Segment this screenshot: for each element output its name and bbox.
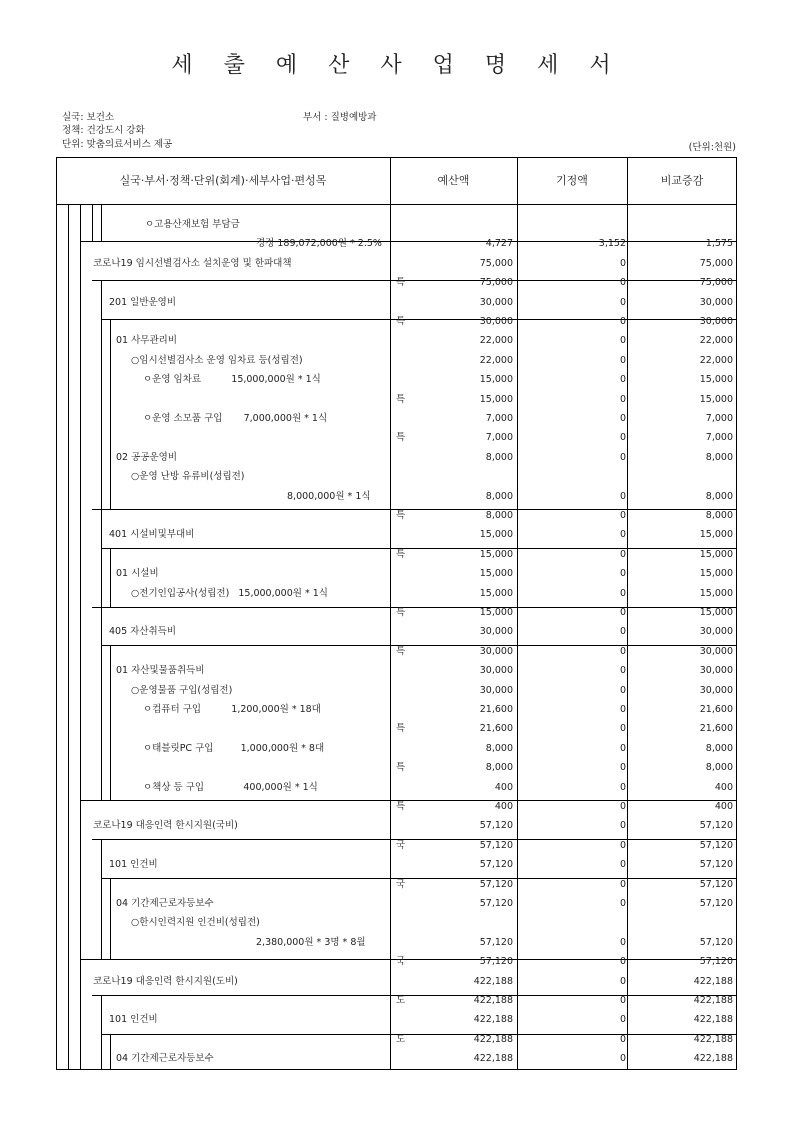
table-row [0,215,794,234]
budget-amount: 57,120 [479,859,513,871]
previous-amount: 0 [619,548,626,560]
difference-amount: 30,000 [699,626,733,638]
difference-amount: 30,000 [699,665,733,677]
table-row [0,467,794,486]
item-text: 405 자산취득비 [109,626,177,638]
difference-amount: 8,000 [705,742,733,754]
header-item-column: 실국·부서·정책·단위(회계)·세부사업·편성목 [119,174,327,187]
previous-amount: 0 [619,510,626,521]
budget-amount: 8,000 [485,451,513,463]
item-text: ○임시선별검사소 운영 임차료 등(성립전) [131,354,303,366]
department-label: 부서 : 질병예방과 [303,112,377,123]
difference-amount: 1,575 [705,238,733,250]
budget-amount: 57,120 [479,898,513,909]
table-row [0,778,794,797]
fund-code: 특 [396,645,406,657]
previous-amount: 0 [619,568,626,580]
budget-amount: 15,000 [479,548,513,560]
previous-amount: 0 [619,257,626,269]
previous-amount: 0 [619,956,626,968]
item-text: 01 자산및물품취득비 [116,665,205,677]
table-row [0,234,794,253]
previous-amount: 0 [619,742,626,754]
previous-amount: 0 [619,413,626,424]
previous-amount: 0 [619,762,626,774]
fund-code: 특 [396,277,406,289]
fund-code: 국 [396,956,406,968]
previous-amount: 0 [619,898,626,909]
difference-amount: 75,000 [699,277,733,289]
budget-amount: 15,000 [479,568,513,580]
previous-amount: 0 [619,878,626,890]
previous-amount: 0 [619,1033,626,1045]
previous-amount: 0 [619,451,626,463]
difference-amount: 57,120 [699,936,733,948]
item-text: 01 사무관리비 [116,335,177,347]
previous-amount: 0 [619,296,626,308]
difference-amount: 30,000 [699,645,733,657]
previous-amount: 0 [619,432,626,444]
previous-amount: 0 [619,1014,626,1026]
difference-amount: 21,600 [699,704,733,715]
item-text: ㅇ태블릿PC 구입 1,000,000원 * 8대 [143,742,325,754]
table-row [0,642,794,661]
item-text: ㅇ책상 등 구입 400,000원 * 1식 [143,781,318,793]
previous-amount: 0 [619,1053,626,1065]
table-row [0,584,794,603]
previous-amount: 3,152 [598,238,626,250]
budget-amount: 422,188 [473,1014,513,1026]
item-text: 코로나19 임시선별검사소 설치운영 및 한파대책 [93,257,292,269]
difference-amount: 57,120 [699,956,733,968]
budget-amount: 30,000 [479,684,513,696]
previous-amount: 0 [619,316,626,327]
previous-amount: 0 [619,781,626,793]
difference-amount: 15,000 [699,568,733,580]
item-text: 401 시설비및부대비 [109,529,195,541]
budget-amount: 15,000 [479,607,513,618]
item-text: ㅇ컴퓨터 구입 1,200,000원 * 18대 [143,704,321,715]
fund-code: 특 [396,801,406,812]
previous-amount: 0 [619,975,626,987]
difference-amount: 7,000 [705,413,733,424]
table-row [0,506,794,525]
previous-amount: 0 [619,529,626,541]
fund-code: 특 [396,432,406,444]
budget-amount: 15,000 [479,393,513,405]
fund-code: 도 [396,1033,406,1045]
table-row [0,293,794,312]
difference-amount: 15,000 [699,607,733,618]
budget-amount: 15,000 [479,374,513,386]
money-unit-label: (단위:천원) [688,142,736,153]
difference-amount: 30,000 [699,684,733,696]
table-row [0,972,794,991]
item-text: ○운영물품 구입(성립전) [131,684,233,696]
previous-amount: 0 [619,704,626,715]
previous-amount: 0 [619,995,626,1006]
budget-amount: 7,000 [485,413,513,424]
item-text: ○운영 난방 유류비(성립전) [131,471,245,483]
budget-amount: 57,120 [479,956,513,968]
document-title: 세 출 예 산 사 업 명 세 서 [171,53,623,78]
difference-amount: 30,000 [699,316,733,327]
difference-amount: 57,120 [699,878,733,890]
fund-code: 특 [396,393,406,405]
previous-amount: 0 [619,354,626,366]
table-row [0,603,794,622]
budget-amount: 75,000 [479,257,513,269]
header-budget-column: 예산액 [437,174,470,187]
budget-amount: 422,188 [473,995,513,1006]
table-row [0,331,794,350]
budget-amount: 8,000 [485,742,513,754]
header-difference-column: 비교증감 [660,174,704,187]
table-row [0,855,794,874]
budget-amount: 422,188 [473,1033,513,1045]
previous-amount: 0 [619,374,626,386]
difference-amount: 8,000 [705,762,733,774]
table-row [0,681,794,700]
budget-amount: 7,000 [485,432,513,444]
item-text: 101 인건비 [109,1014,158,1026]
table-row [0,545,794,564]
previous-amount: 0 [619,859,626,871]
budget-amount: 15,000 [479,587,513,599]
difference-amount: 422,188 [693,995,733,1006]
difference-amount: 422,188 [693,1053,733,1065]
fund-code: 특 [396,510,406,521]
difference-amount: 75,000 [699,257,733,269]
item-text: 02 공공운영비 [116,451,177,463]
item-text: 코로나19 대응인력 한시지원(국비) [93,820,238,832]
fund-code: 특 [396,723,406,735]
difference-amount: 422,188 [693,1014,733,1026]
previous-amount: 0 [619,936,626,948]
previous-amount: 0 [619,277,626,289]
fund-code: 특 [396,548,406,560]
item-text: 8,000,000원 * 1식 [287,490,371,502]
difference-amount: 57,120 [699,839,733,851]
table-row [0,1010,794,1029]
table-row [0,409,794,428]
budget-amount: 22,000 [479,354,513,366]
budget-amount: 57,120 [479,878,513,890]
difference-amount: 22,000 [699,354,733,366]
header-previous-column: 기정액 [556,174,588,187]
budget-amount: 30,000 [479,316,513,327]
table-row [0,836,794,855]
item-text: ㅇ운영 소모품 구입 7,000,000원 * 1식 [143,413,328,424]
difference-amount: 400 [714,801,733,812]
previous-amount: 0 [619,665,626,677]
table-row [0,719,794,738]
item-text: 201 일반운영비 [109,296,177,308]
budget-amount: 57,120 [479,936,513,948]
table-row [0,875,794,894]
difference-amount: 8,000 [705,490,733,502]
previous-amount: 0 [619,723,626,735]
table-row [0,1049,794,1068]
budget-amount: 8,000 [485,762,513,774]
budget-amount: 75,000 [479,277,513,289]
table-header [56,157,737,205]
table-row [0,312,794,331]
table-row [0,661,794,680]
budget-amount: 400 [494,801,513,812]
item-text: ○전기인입공사(성립전) 15,000,000원 * 1식 [131,587,328,599]
budget-amount: 422,188 [473,975,513,987]
previous-amount: 0 [619,335,626,347]
difference-amount: 15,000 [699,548,733,560]
previous-amount: 0 [619,645,626,657]
previous-amount: 0 [619,626,626,638]
difference-amount: 21,600 [699,723,733,735]
table-row [0,428,794,447]
budget-amount: 8,000 [485,510,513,521]
budget-amount: 30,000 [479,665,513,677]
fund-code: 국 [396,839,406,851]
item-text: 2,380,000원 * 3명 * 8월 [256,936,366,948]
difference-amount: 15,000 [699,374,733,386]
unit-label: 단위: 맞춤의료서비스 제공 [62,139,173,150]
budget-amount: 22,000 [479,335,513,347]
fund-code: 특 [396,607,406,618]
table-row [0,991,794,1010]
budget-amount: 8,000 [485,490,513,502]
previous-amount: 0 [619,839,626,851]
table-row [0,525,794,544]
budget-amount: 30,000 [479,296,513,308]
item-text: ○한시인력지원 인건비(성립전) [131,917,260,929]
difference-amount: 15,000 [699,393,733,405]
difference-amount: 57,120 [699,859,733,871]
table-row [0,351,794,370]
item-text: 01 시설비 [116,568,159,580]
table-row [0,816,794,835]
budget-amount: 4,727 [485,238,513,250]
budget-amount: 400 [494,781,513,793]
previous-amount: 0 [619,393,626,405]
table-row [0,390,794,409]
difference-amount: 30,000 [699,296,733,308]
fund-code: 특 [396,762,406,774]
table-row [0,700,794,719]
policy-label: 정책: 건강도시 강화 [62,125,145,136]
table-row [0,273,794,292]
budget-amount: 30,000 [479,645,513,657]
item-text: ㅇ운영 임차료 15,000,000원 * 1식 [143,374,321,386]
table-row [0,370,794,389]
item-text: 101 인건비 [109,859,158,871]
difference-amount: 8,000 [705,510,733,521]
difference-amount: 8,000 [705,451,733,463]
difference-amount: 400 [714,781,733,793]
difference-amount: 7,000 [705,432,733,444]
item-text: 04 기간제근로자등보수 [116,1053,214,1065]
item-text: 경정 189,072,000원 * 2.5% [256,238,382,250]
difference-amount: 15,000 [699,529,733,541]
difference-amount: 15,000 [699,587,733,599]
fund-code: 도 [396,995,406,1006]
table-row [0,1030,794,1049]
difference-amount: 57,120 [699,820,733,832]
table-row [0,739,794,758]
budget-amount: 57,120 [479,839,513,851]
previous-amount: 0 [619,607,626,618]
difference-amount: 422,188 [693,975,733,987]
previous-amount: 0 [619,587,626,599]
table-row [0,913,794,932]
table-row [0,622,794,641]
difference-amount: 422,188 [693,1033,733,1045]
table-row [0,487,794,506]
table-row [0,952,794,971]
previous-amount: 0 [619,820,626,832]
office-label: 실국: 보건소 [62,112,115,123]
fund-code: 국 [396,878,406,890]
table-row [0,564,794,583]
item-text: 코로나19 대응인력 한시지원(도비) [93,975,238,987]
fund-code: 특 [396,316,406,327]
previous-amount: 0 [619,684,626,696]
previous-amount: 0 [619,801,626,812]
table-row [0,933,794,952]
budget-amount: 15,000 [479,529,513,541]
item-text: ㅇ고용산재보험 부담금 [145,219,240,230]
budget-amount: 57,120 [479,820,513,832]
budget-amount: 21,600 [479,704,513,715]
table-row [0,797,794,816]
budget-amount: 30,000 [479,626,513,638]
difference-amount: 57,120 [699,898,733,909]
difference-amount: 22,000 [699,335,733,347]
table-row [0,894,794,913]
budget-amount: 21,600 [479,723,513,735]
table-row [0,254,794,273]
table-row [0,758,794,777]
table-row [0,448,794,467]
item-text: 04 기간제근로자등보수 [116,898,214,909]
budget-amount: 422,188 [473,1053,513,1065]
previous-amount: 0 [619,490,626,502]
